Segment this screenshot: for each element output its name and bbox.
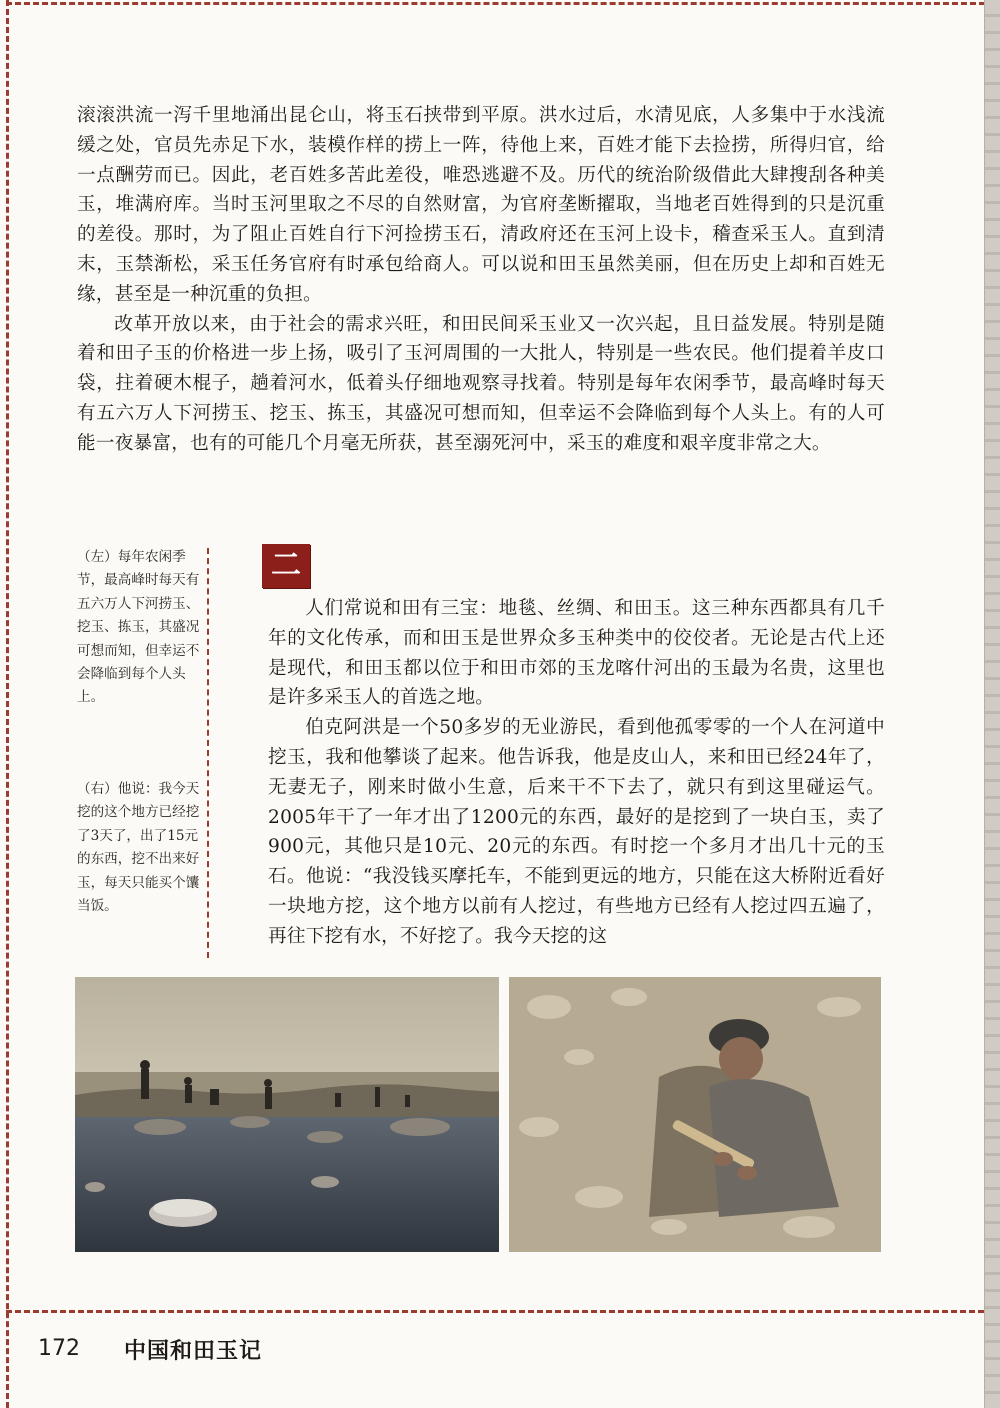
- frame-top-dashed-border: [6, 2, 994, 5]
- footer-dashed-border: [6, 1310, 984, 1313]
- paragraph-1: 滚滚洪流一泻千里地涌出昆仑山，将玉石挟带到平原。洪水过后，水清见底，人多集中于水浅流缓之处，官员先赤足下水，装模作样的捞上一阵，待他上来，百姓才能下去捡捞，所得归官，给一点酬劳而已。因此，老百姓多苦此差役，唯恐逃避不及。历代的统治阶级借此大肆搜刮各种美玉，堆满府库。当时玉河里取之不尽的自然财富，为官府垄断擢取，当地老百姓得到的只是沉重的差役。那时，为了阻止百姓自行下河捡捞玉石，清政府还在玉河上设卡，稽查采玉人。直到清末，玉禁渐松，采玉任务官府有时承包给商人。可以说和田玉虽然美丽，但在历史上却和百姓无缘，甚至是一种沉重的负担。: [77, 105, 885, 305]
- main-text-section-2: [268, 594, 885, 952]
- paragraph-2: 改革开放以来，由于社会的需求兴旺，和田民间采玉业又一次兴起，且日益发展。特别是随着和田子玉的价格进一步上扬，吸引了玉河周围的一大批人，特别是一些农民。他们提着羊皮口袋，拄着硬木棍子，趟着河水，低着头仔细地观察寻找着。特别是每年农闲季节，最高峰时每天有五六万人下河捞玉、挖玉、拣玉，其盛况可想而知，但幸运不会降临到每个人头上。有的人可能一夜暴富，也有的可能几个月毫无所获，甚至溺死河中，采玉的难度和艰辛度非常之大。: [77, 313, 885, 454]
- paragraph-3: 人们常说和田有三宝：地毯、丝绸、和田玉。这三种东西都具有几千年的文化传承，而和田玉是世界众多玉种类中的佼佼者。无论是古代上还是现代，和田玉都以位于和田市郊的玉龙喀什河出的玉最为名贵，这里也是许多采玉人的首选之地。: [268, 598, 885, 709]
- section-number-badge: 二: [262, 544, 310, 588]
- main-text-upper: [77, 101, 885, 459]
- caption-right: （右）他说：我今天挖的这个地方已经挖了3天了，出了15元的东西，挖不出来好玉，每天只能买个馕当饭。: [77, 781, 200, 915]
- book-title: 中国和田玉记: [124, 1338, 263, 1364]
- paragraph-4: 伯克阿洪是一个50多岁的无业游民，看到他孤零零的一个人在河道中挖玉，我和他攀谈了起来。他告诉我，他是皮山人，来和田已经24年了，无妻无子，刚来时做小生意，后来干不下去了，就只有到这里碰运气。2005年干了一年才出了1200元的东西，最好的是挖到了一块白玉，卖了900元，其他只是10元、20元的东西。有时挖一个多月才出几十元的玉石。他说：“我没钱买摩托车，不能到更远的地方，只能在这大桥附近看好一块地方挖，这个地方以前有人挖过，有些地方已经有人挖过四五遍了，再往下挖有水，不好挖了。我今天挖的这: [268, 717, 885, 947]
- page-edge-strip: [984, 0, 1000, 1408]
- river-scene-illustration: [75, 977, 499, 1252]
- digger-scene-illustration: [509, 977, 881, 1252]
- caption-divider: [207, 548, 209, 958]
- photo-man-digging: [509, 977, 881, 1252]
- caption-left: （左）每年农闲季节，最高峰时每天有五六万人下河捞玉、挖玉、拣玉，其盛况可想而知，但幸运不会降临到每个人头上。: [77, 549, 200, 706]
- frame-left-dashed-border: [6, 0, 9, 1408]
- page-number: 172: [38, 1336, 80, 1361]
- photo-river-jade-gatherers: [75, 977, 499, 1252]
